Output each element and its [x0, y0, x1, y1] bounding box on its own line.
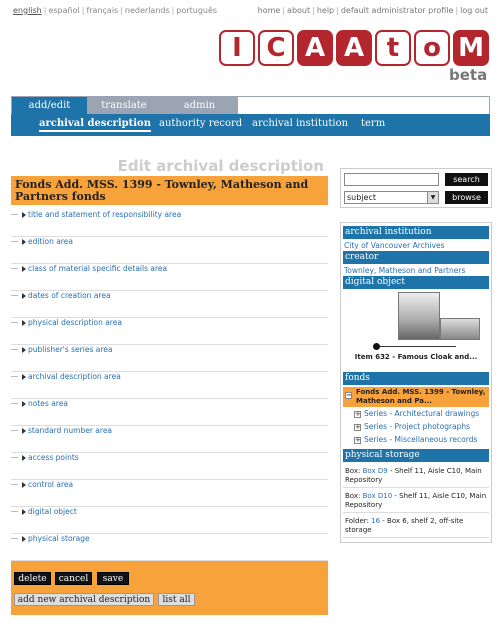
- profile-link[interactable]: default administrator profile: [340, 6, 454, 15]
- browse-button[interactable]: browse: [445, 191, 488, 204]
- expand-icon: [22, 347, 26, 353]
- section-label[interactable]: digital object: [28, 507, 77, 516]
- section-label[interactable]: archival description area: [28, 372, 121, 381]
- utility-bar: home | about | help | default administrator profile | log out: [257, 6, 488, 15]
- section-class-material[interactable]: [11, 264, 328, 291]
- save-button[interactable]: save: [97, 572, 129, 585]
- section-title-statement[interactable]: [11, 210, 328, 237]
- storage-location: - Shelf 11, Aisle C10, Main Repository: [345, 492, 487, 509]
- about-link[interactable]: about: [287, 6, 311, 15]
- tab-translate[interactable]: translate: [87, 97, 161, 114]
- lang-espanol[interactable]: español: [48, 6, 80, 15]
- home-link[interactable]: home: [257, 6, 281, 15]
- search-panel: [340, 168, 492, 208]
- expand-icon: [22, 428, 26, 434]
- section-dates-creation[interactable]: [11, 291, 328, 318]
- subtab-authority-record[interactable]: authority record: [159, 118, 243, 129]
- storage-link[interactable]: Box D10: [362, 492, 393, 500]
- logo-letter: o: [414, 30, 450, 66]
- storage-location: - Box 6, shelf 2, off-site storage: [345, 517, 464, 534]
- storage-type: Box:: [345, 467, 361, 475]
- context-panel: [340, 222, 492, 543]
- physical-storage-heading: physical storage: [343, 449, 489, 462]
- section-label[interactable]: standard number area: [28, 426, 113, 435]
- section-archival-description[interactable]: [11, 372, 328, 399]
- logo-letter: A: [336, 30, 372, 66]
- expand-icon: [22, 509, 26, 515]
- expand-icon: [22, 374, 26, 380]
- lang-english[interactable]: english: [13, 6, 42, 15]
- section-label[interactable]: notes area: [28, 399, 68, 408]
- storage-type: Folder:: [345, 517, 369, 525]
- add-new-button[interactable]: add new archival description: [14, 593, 154, 606]
- page-title: Edit archival description: [117, 157, 324, 175]
- institution-link[interactable]: City of Vancouver Archives: [344, 241, 445, 250]
- cancel-button[interactable]: cancel: [55, 572, 92, 585]
- storage-entry: [343, 516, 489, 538]
- beta-label: beta: [449, 66, 488, 84]
- expand-icon: [22, 536, 26, 542]
- fonds-heading: fonds: [343, 372, 489, 385]
- chevron-down-icon: ▼: [427, 192, 438, 203]
- creator-heading: creator: [343, 251, 489, 264]
- institution-heading: archival institution: [343, 226, 489, 239]
- series-label[interactable]: Series - Miscellaneous records: [364, 435, 478, 444]
- logo-letter: I: [219, 30, 255, 66]
- lang-francais[interactable]: français: [86, 6, 119, 15]
- section-physical-description[interactable]: [11, 318, 328, 345]
- section-control[interactable]: [11, 480, 328, 507]
- delete-button[interactable]: delete: [14, 572, 51, 585]
- storage-type: Box:: [345, 492, 361, 500]
- subtab-term[interactable]: term: [361, 118, 386, 129]
- section-edition[interactable]: [11, 237, 328, 264]
- storage-entry: [343, 491, 489, 513]
- expand-icon: [22, 455, 26, 461]
- section-list: [11, 210, 328, 561]
- logo-letter: M: [453, 30, 489, 66]
- collapse-icon[interactable]: −: [346, 391, 352, 399]
- series-label[interactable]: Series - Architectural drawings: [364, 409, 480, 418]
- section-notes[interactable]: [11, 399, 328, 426]
- section-label[interactable]: physical description area: [28, 318, 122, 327]
- logout-link[interactable]: log out: [460, 6, 488, 15]
- lang-nederlands[interactable]: nederlands: [124, 6, 170, 15]
- fonds-current-label: Fonds Add. MSS. 1399 - Townley, Matheson and Pa...: [356, 388, 486, 405]
- expand-icon: [22, 239, 26, 245]
- section-label[interactable]: dates of creation area: [28, 291, 111, 300]
- expand-icon: [22, 212, 26, 218]
- search-type-select[interactable]: [344, 191, 439, 204]
- section-label[interactable]: title and statement of responsibility area: [28, 210, 182, 219]
- sub-tabs: [11, 114, 490, 136]
- series-label[interactable]: Series - Project photographs: [364, 422, 471, 431]
- expand-icon: [22, 401, 26, 407]
- series-item[interactable]: [354, 422, 470, 431]
- series-item[interactable]: [354, 435, 477, 444]
- language-bar: english | español | français | nederlands | português: [13, 6, 218, 15]
- lang-portugues[interactable]: português: [176, 6, 218, 15]
- section-label[interactable]: publisher's series area: [28, 345, 113, 354]
- expand-plus-icon[interactable]: +: [355, 435, 361, 444]
- tab-admin[interactable]: admin: [161, 97, 238, 114]
- section-access-points[interactable]: [11, 453, 328, 480]
- series-item[interactable]: [354, 409, 479, 418]
- section-label[interactable]: control area: [28, 480, 74, 489]
- logo-letter: t: [375, 30, 411, 66]
- subtab-archival-description[interactable]: archival description: [39, 118, 151, 132]
- search-button[interactable]: search: [445, 173, 488, 186]
- expand-icon: [22, 482, 26, 488]
- image-slider-handle[interactable]: [373, 343, 380, 350]
- icaatom-logo[interactable]: [219, 30, 489, 66]
- help-link[interactable]: help: [316, 6, 335, 15]
- storage-entry: [343, 466, 489, 488]
- expand-icon: [22, 293, 26, 299]
- section-label[interactable]: edition area: [28, 237, 73, 246]
- tab-add-edit[interactable]: add/edit: [12, 97, 87, 114]
- action-bar: [11, 561, 328, 615]
- image-slider-track: [376, 346, 456, 347]
- digital-object-thumbnail-secondary[interactable]: [440, 318, 480, 340]
- section-label[interactable]: class of material specific details area: [28, 264, 168, 273]
- digital-object-caption[interactable]: Item 632 - Famous Cloak and...: [354, 353, 478, 361]
- section-digital-object[interactable]: [11, 507, 328, 534]
- digital-object-thumbnail[interactable]: [398, 292, 440, 340]
- section-standard-number[interactable]: [11, 426, 328, 453]
- record-title: Fonds Add. MSS. 1399 - Townley, Matheson and Partners fonds: [11, 176, 328, 205]
- storage-location: - Shelf 11, Aisle C10, Main Repository: [345, 467, 482, 484]
- main-tabs: [11, 96, 490, 114]
- logo-letter: A: [297, 30, 333, 66]
- list-all-button[interactable]: list all: [158, 593, 195, 606]
- search-input[interactable]: [344, 173, 439, 186]
- expand-plus-icon[interactable]: +: [355, 422, 361, 431]
- storage-link[interactable]: Box D9: [362, 467, 388, 475]
- subtab-archival-institution[interactable]: archival institution: [252, 118, 349, 129]
- creator-link[interactable]: Townley, Matheson and Partners: [344, 266, 466, 275]
- section-label[interactable]: physical storage: [28, 534, 90, 543]
- select-value: subject: [347, 193, 376, 202]
- expand-plus-icon[interactable]: +: [355, 409, 361, 418]
- expand-icon: [22, 320, 26, 326]
- storage-link[interactable]: 16: [371, 517, 381, 525]
- expand-icon: [22, 266, 26, 272]
- section-publishers-series[interactable]: [11, 345, 328, 372]
- fonds-current: [343, 387, 489, 407]
- logo-letter: C: [258, 30, 294, 66]
- section-physical-storage[interactable]: [11, 534, 328, 561]
- digital-object-heading: digital object: [343, 276, 489, 289]
- section-label[interactable]: access points: [28, 453, 79, 462]
